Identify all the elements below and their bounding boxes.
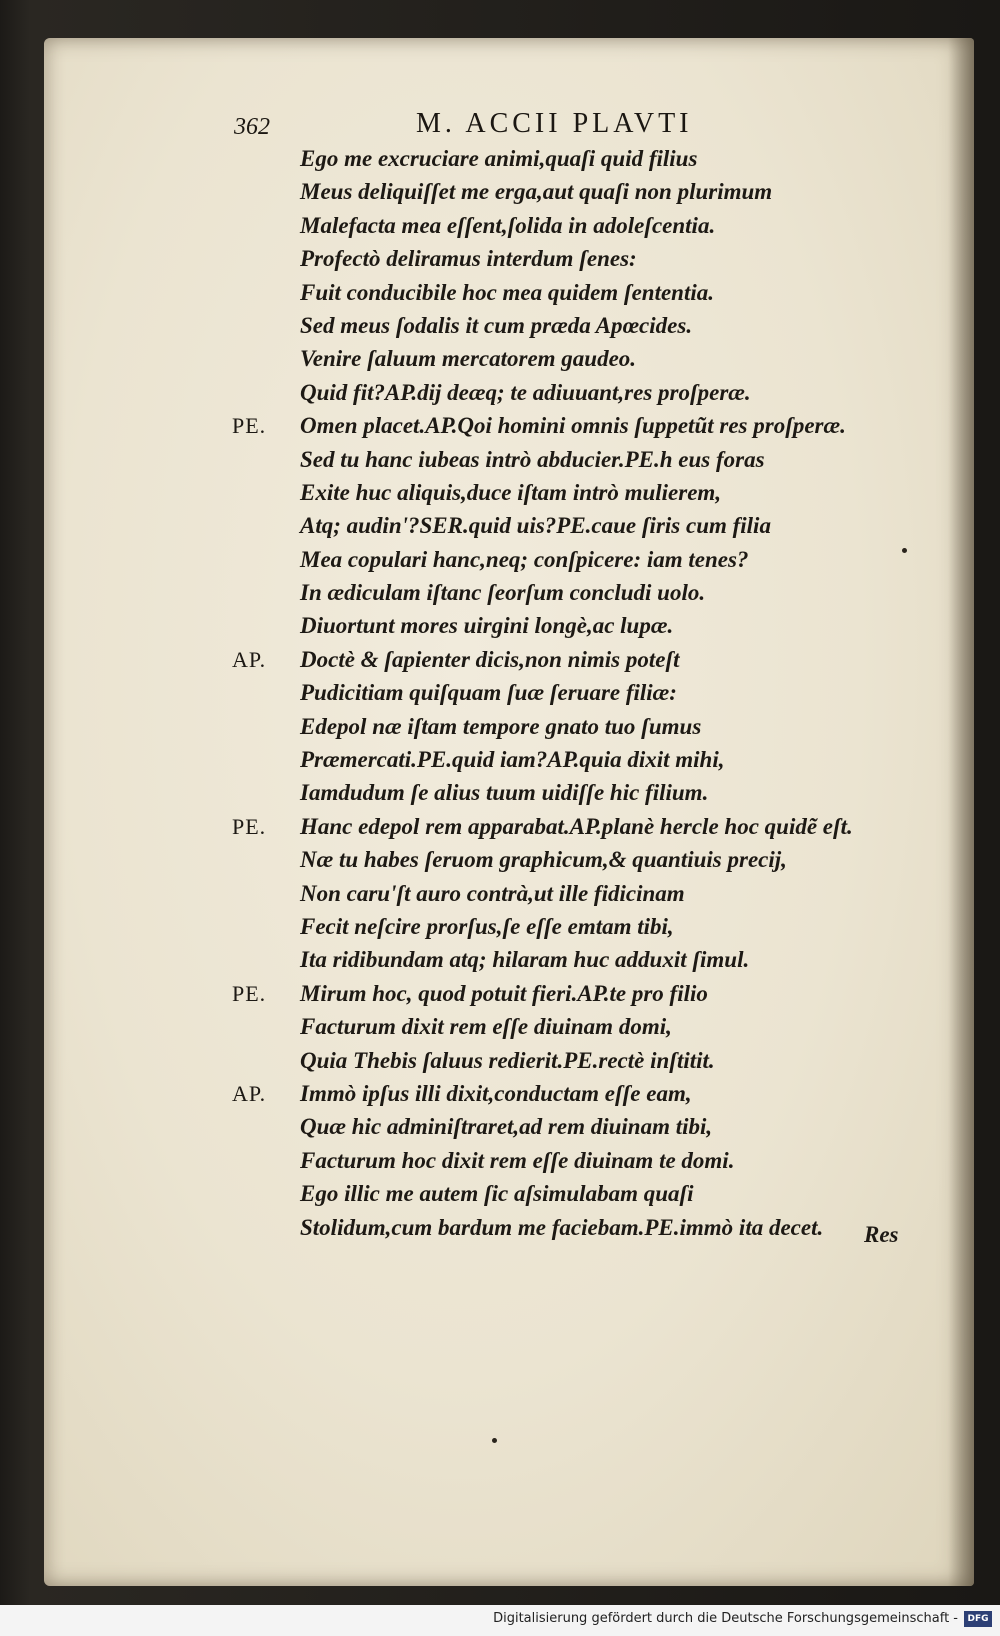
verse-line bbox=[232, 877, 932, 910]
verse-line bbox=[232, 910, 932, 943]
verse-text: Præmercati.PE.quid iam?AP.quia dixit mihi, bbox=[300, 747, 725, 773]
verse-line bbox=[232, 1211, 932, 1244]
verse-line bbox=[232, 209, 932, 242]
ink-speck bbox=[902, 548, 907, 553]
verse-text: In ædiculam iſtanc ſeorſum concludi uolo. bbox=[300, 580, 706, 606]
verse-text: Omen placet.AP.Qoi homini omnis ſuppetũt res proſperæ. bbox=[300, 413, 846, 439]
verse-line bbox=[232, 443, 932, 476]
verse-line bbox=[232, 710, 932, 743]
verse-line bbox=[232, 609, 932, 642]
speaker-label: AP. bbox=[232, 646, 267, 672]
page-edge-shadow bbox=[948, 38, 974, 1586]
verse-text: Sed meus ſodalis it cum præda Apœcides. bbox=[300, 312, 693, 338]
catchword: Res bbox=[864, 1222, 899, 1247]
verse-line bbox=[232, 1177, 932, 1210]
verse-line bbox=[232, 476, 932, 509]
verse-text: Iamdudum ſe alius tuum uidiſſe hic filium. bbox=[300, 780, 709, 806]
verse-text: Ego illic me autem ſic aſsimulabam quaſi bbox=[300, 1181, 694, 1207]
verse-text: Profectò deliramus interdum ſenes: bbox=[300, 246, 637, 272]
verse-text: Immò ipſus illi dixit,conductam eſſe eam, bbox=[300, 1080, 692, 1106]
verse-text: Ego me excruciare animi,quaſi quid filius bbox=[300, 146, 698, 171]
verse-text: Quia Thebis ſaluus redierit.PE.rectè inſtitit. bbox=[300, 1047, 715, 1073]
verse-line bbox=[232, 1077, 932, 1110]
verse-text: Non caru'ſt auro contrà,ut ille fidicinam bbox=[300, 880, 685, 906]
verse-text: Venire ſaluum mercatorem gaudeo. bbox=[300, 346, 637, 372]
verse-line bbox=[232, 543, 932, 576]
verse-text: Meus deliquiſſet me erga,aut quaſi non plurimum bbox=[300, 179, 773, 205]
verse-text: Mirum hoc, quod potuit fieri.AP.te pro filio bbox=[300, 980, 708, 1006]
verse-text: Sed tu hanc iubeas intrò abducier.PE.h eus foras bbox=[300, 446, 765, 472]
verse-text: Ita ridibundam atq; hilaram huc adduxit ſimul. bbox=[300, 947, 750, 973]
verse-text: Fuit conducibile hoc mea quidem ſententia. bbox=[300, 279, 714, 305]
verse-line bbox=[232, 1110, 932, 1143]
speaker-label: PE. bbox=[232, 413, 267, 439]
footer-credit: Digitalisierung gefördert durch die Deutsche Forschungsgemeinschaft - bbox=[493, 1611, 958, 1626]
verse-line bbox=[232, 142, 932, 175]
verse-line bbox=[232, 276, 932, 309]
verse-text: Diuortunt mores uirgini longè,ac lupæ. bbox=[300, 613, 674, 639]
page-number: 362 bbox=[234, 114, 270, 140]
footer-bar bbox=[0, 1605, 1000, 1636]
verse-text: Facturum dixit rem eſſe diuinam domi, bbox=[300, 1014, 672, 1040]
verse-line bbox=[232, 743, 932, 776]
verse-line bbox=[232, 676, 932, 709]
verse-line bbox=[232, 175, 932, 208]
verse-line bbox=[232, 810, 932, 843]
verse-text: Exite huc aliquis,duce iſtam intrò mulierem, bbox=[300, 479, 722, 505]
speaker-label: PE. bbox=[232, 980, 267, 1006]
verse-text: Edepol næ iſtam tempore gnato tuo ſumus bbox=[300, 713, 702, 739]
verse-line bbox=[232, 1144, 932, 1177]
speaker-label: PE. bbox=[232, 813, 267, 839]
verse-line bbox=[232, 242, 932, 275]
verse-text: Stolidum,cum bardum me faciebam.PE.immò ita decet. bbox=[300, 1214, 824, 1240]
verse-text: Doctè & ſapienter dicis,non nimis poteſt bbox=[300, 646, 680, 672]
verse-line bbox=[232, 1044, 932, 1077]
ink-speck bbox=[492, 1438, 497, 1443]
verse-line bbox=[232, 576, 932, 609]
verse-line bbox=[232, 1010, 932, 1043]
verse-text: Hanc edepol rem apparabat.AP.planè hercle hoc quidẽ eſt. bbox=[300, 813, 853, 839]
verse-text: Facturum hoc dixit rem eſſe diuinam te domi. bbox=[300, 1147, 735, 1173]
verse-line bbox=[232, 843, 932, 876]
verse-text: Mea copulari hanc,neq; conſpicere: iam tenes? bbox=[300, 546, 749, 572]
verse-text: Atq; audin'?SER.quid uis?PE.caue ſiris cum filia bbox=[300, 513, 771, 539]
verse-text: Pudicitiam quiſquam ſuæ ſeruare filiæ: bbox=[300, 680, 677, 706]
verse-line bbox=[232, 376, 932, 409]
verse-text: Quæ hic adminiſtraret,ad rem diuinam tibi, bbox=[300, 1114, 713, 1140]
verse-text: Quid fit?AP.dij deæq; te adiuuant,res proſperæ. bbox=[300, 379, 751, 405]
verse-line bbox=[232, 342, 932, 375]
verse-text: Fecit neſcire prorſus,ſe eſſe emtam tibi, bbox=[300, 913, 674, 939]
verse-line bbox=[232, 943, 932, 976]
verse-text: Næ tu habes ſeruom graphicum,& quantiuis precij, bbox=[300, 847, 787, 873]
verse-text: Malefacta mea eſſent,ſolida in adoleſcentia. bbox=[300, 212, 716, 238]
verse-line bbox=[232, 409, 932, 442]
verse-line bbox=[232, 977, 932, 1010]
speaker-label: AP. bbox=[232, 1080, 267, 1106]
dfg-logo: DFG bbox=[964, 1611, 992, 1627]
verse-line bbox=[232, 776, 932, 809]
verse-text-block bbox=[232, 142, 932, 1244]
verse-line bbox=[232, 309, 932, 342]
running-title: M. ACCII PLAVTI bbox=[416, 108, 693, 139]
verse-line bbox=[232, 509, 932, 542]
verse-line bbox=[232, 643, 932, 676]
